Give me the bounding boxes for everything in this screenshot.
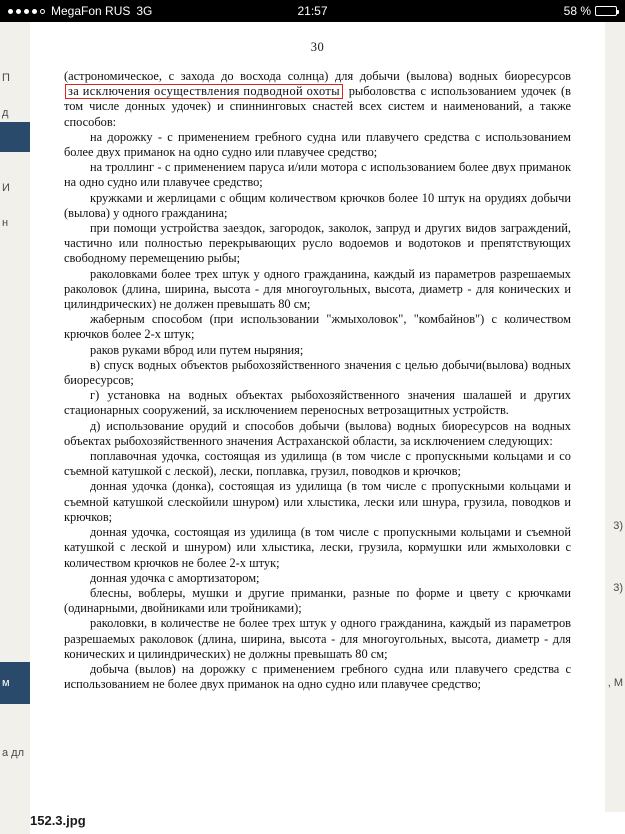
background-text-fragment: И <box>2 182 10 194</box>
document-paragraph: на дорожку - с применением гребного судна или плавучего средства с использованием более двух приманок на одно судно или плавучее средство; <box>64 129 571 160</box>
document-paragraph: жаберным способом (при использовании "жмыхоловок", "комбайнов") с количеством крючков более 2-х штук; <box>64 312 571 342</box>
background-text-fragment: , М <box>607 677 623 689</box>
highlighted-text: за исключения осуществления подводной охоты <box>65 84 343 99</box>
background-page-right <box>605 22 625 834</box>
document-page[interactable] <box>30 22 605 812</box>
document-paragraph: блесны, воблеры, мушки и другие приманки, разные по форме и цвету с крючками (одинарными, двойниками или тройниками); <box>64 585 571 616</box>
document-paragraph: кружками и жерлицами с общим количеством крючков более 10 штук на орудиях добычи (вылова) у одного гражданина; <box>64 190 571 220</box>
viewer-backdrop <box>0 22 625 834</box>
battery-percent-label: 58 % <box>563 4 591 18</box>
background-page-left <box>0 22 30 834</box>
network-type-label: 3G <box>136 4 153 18</box>
status-bar <box>0 0 625 22</box>
document-paragraph: д) использование орудий и способов добычи (вылова) водных биоресурсов на водных объектах рыбохозяйственного значения Астраханской области, за исключением следующих: <box>64 418 571 448</box>
clock-label: 21:57 <box>297 4 328 18</box>
document-paragraph: донная удочка, состоящая из удилища (в том числе с пропускными кольцами и съемной катушкой с леской и шнуром) или хлыстика, лески, грузила, кормушки или жмыхоловки с количеством крючков не более 2-х штук; <box>64 525 571 570</box>
document-paragraph: г) установка на водных объектах рыбохозяйственного значения шалашей и других стационарных сооружений, за исключением переносных ветрозащитных устройств. <box>64 388 571 418</box>
document-paragraph: добыча (вылов) на дорожку с применением гребного судна или плавучего средства с использованием не более двух приманок на одно судно или плавучее средство; <box>64 661 571 692</box>
document-paragraph: раколовками более трех штук у одного гражданина, каждый из параметров разрешаемых раколовок (длина, ширина, высота - для многоугольных, высота, диаметр - для конических и цилиндрических) не должен превышать 80 см; <box>64 266 571 312</box>
background-text-fragment: П <box>2 72 10 84</box>
carrier-label: MegaFon RUS <box>51 4 131 18</box>
background-text-fragment: а дл <box>2 747 25 759</box>
file-name-label: 152.3.jpg <box>30 813 86 828</box>
document-paragraph: на троллинг - с применением паруса и/или мотора с использованием более двух приманок на одно судно или плавучее средство; <box>64 160 571 190</box>
background-text-fragment: 3) <box>613 520 623 532</box>
background-text-fragment: д <box>2 107 9 119</box>
document-paragraph: донная удочка (донка), состоящая из удилища (в том числе с пропускными кольцами и съемной катушкой слескойили шнуром) или хлыстика, лески или шнура, грузила, поводков и крючков; <box>64 479 571 524</box>
document-paragraph: раколовки, в количестве не более трех штук у одного гражданина, каждый из параметров разрешаемых раколовок (длина, ширина, высота - для многоугольных, высота, диаметр - для конических и цилиндрических) не должны превышать 80 см; <box>64 616 571 661</box>
document-paragraph: при помощи устройства заездок, загородок, заколок, запруд и других видов заграждений, частично или полностью перекрывающих русло водоемов и водотоков и препятствующих свободному перемещению рыбы; <box>64 221 571 266</box>
file-name-bar-edge <box>0 812 30 834</box>
document-paragraph: в) спуск водных объектов рыбохозяйственного значения с целью добычи(вылова) водных биоресурсов; <box>64 357 571 388</box>
background-band <box>0 122 30 152</box>
document-paragraph: поплавочная удочка, состоящая из удилища (в том числе с пропускными кольцами и со съемной катушкой с леской), лески, поплавка, грузил, поводков и крючков; <box>64 449 571 479</box>
document-paragraph: донная удочка с амортизатором; <box>90 570 260 585</box>
document-paragraph: раков руками вброд или путем ныряния; <box>90 342 304 357</box>
document-paragraph: (астрономическое, с захода до восхода солнца) для добычи (вылова) водных биоресурсов за исключения осуществления подводной охоты рыболовства с использованием удочек (в том числе донных удочек) и спиннинговых снастей всех систем и наименований, а также способов: <box>64 69 571 129</box>
background-text-fragment: н <box>2 217 9 229</box>
battery-icon <box>595 6 617 16</box>
page-number: 30 <box>310 40 325 54</box>
background-text-fragment: м <box>2 677 10 689</box>
battery-status <box>564 4 617 18</box>
file-name-bar <box>0 812 625 834</box>
background-text-fragment: 3) <box>613 582 623 594</box>
document-body <box>64 69 571 692</box>
